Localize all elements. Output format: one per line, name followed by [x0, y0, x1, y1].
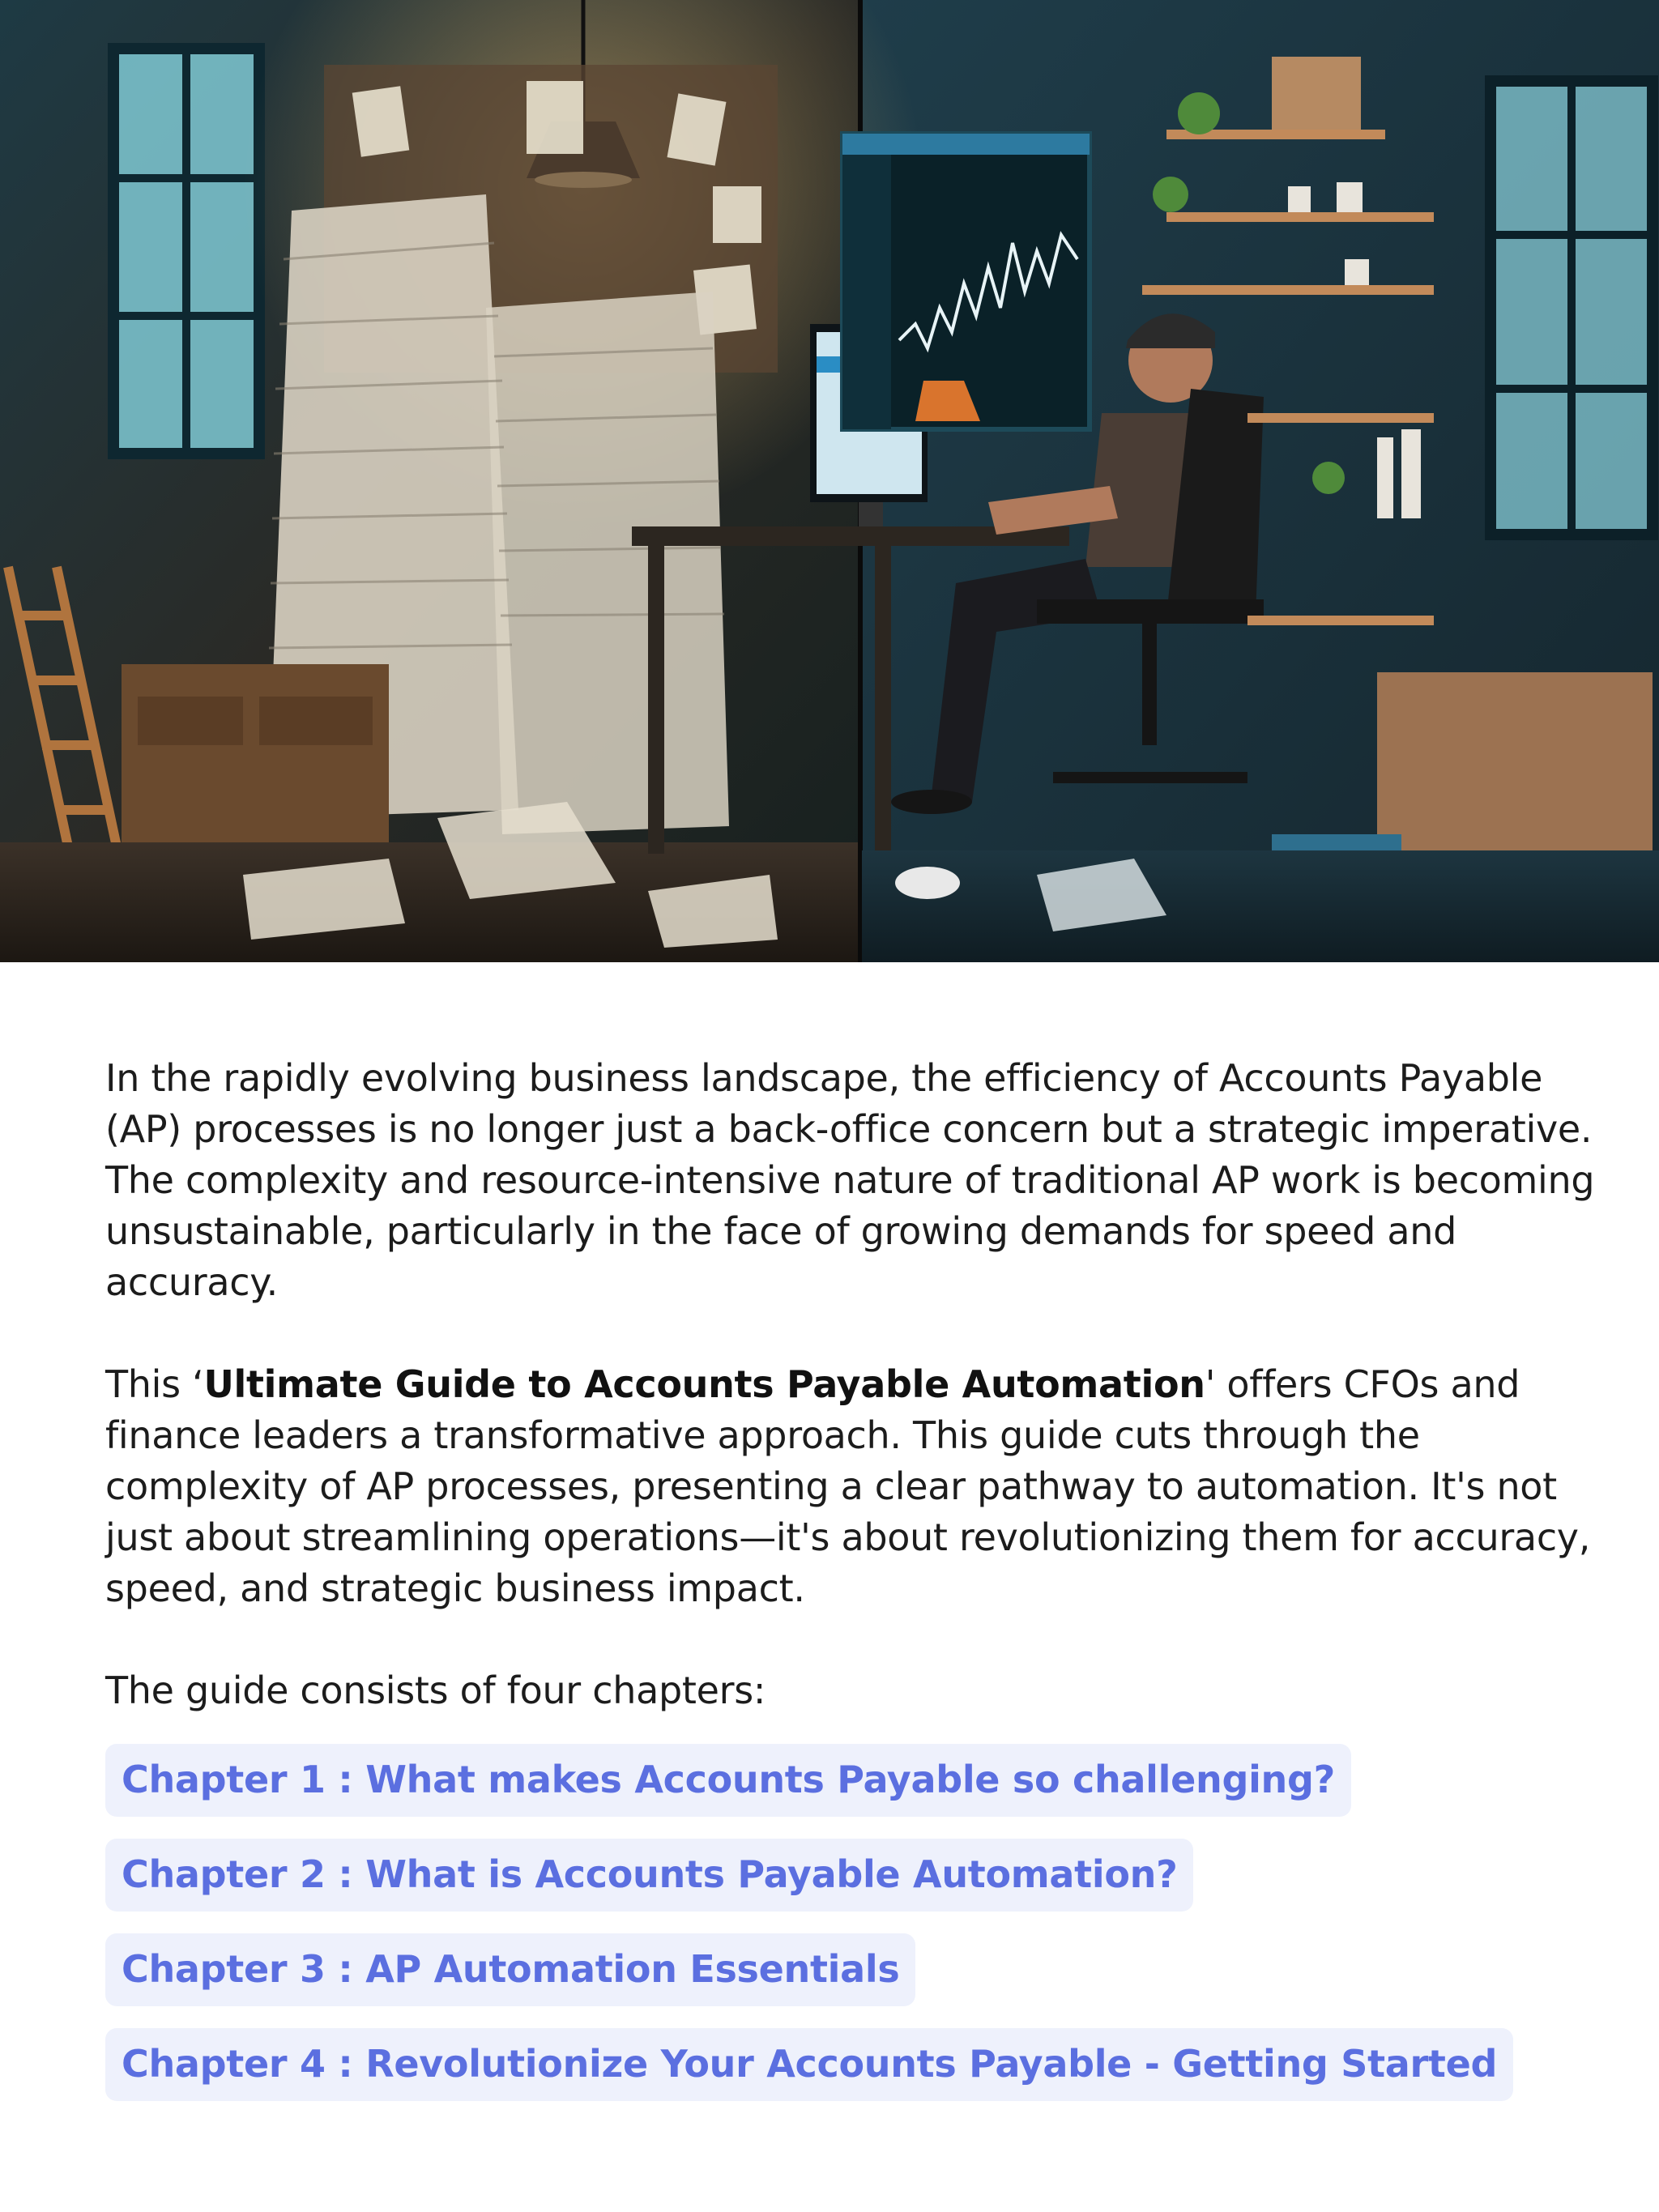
guide-title: Ultimate Guide to Accounts Payable Automation [203, 1362, 1205, 1406]
office-illustration-icon [0, 0, 1659, 962]
hero-illustration [0, 0, 1659, 962]
chapter-1-link[interactable]: Chapter 1 : What makes Accounts Payable so challenging? [105, 1744, 1351, 1817]
intro-paragraph-2-suffix: ' offers CFOs and finance leaders a transformative approach. This guide cuts through the complexity of AP processes, presenting a clear pathway to automation. It's not just about streamlining operations—it's about revolutionizing them for accuracy, speed, and strategic business impact. [105, 1362, 1591, 1610]
chapter-4-link[interactable]: Chapter 4 : Revolutionize Your Accounts Payable - Getting Started [105, 2028, 1513, 2101]
intro-paragraph-1: In the rapidly evolving business landscape, the efficiency of Accounts Payable (AP) processes is no longer just a back-office concern but a strategic imperative. The complexity and resource-intensive nature of traditional AP work is becoming unsustainable, particularly in the face of growing demands for speed and accuracy. [105, 1056, 1595, 1304]
article-body [105, 1053, 1612, 2123]
chapter-3-link[interactable]: Chapter 3 : AP Automation Essentials [105, 1933, 915, 2006]
chapter-row [105, 2028, 1612, 2123]
chapter-2-link[interactable]: Chapter 2 : What is Accounts Payable Automation? [105, 1839, 1193, 1912]
chapter-row [105, 1744, 1612, 1839]
chapter-list [105, 1744, 1612, 2123]
intro-paragraph-2-prefix: This ‘ [105, 1362, 204, 1406]
chapter-row [105, 1839, 1612, 1933]
intro-paragraph-2 [105, 1359, 1612, 1614]
chapter-row [105, 1933, 1612, 2028]
chapters-intro: The guide consists of four chapters: [105, 1669, 766, 1712]
